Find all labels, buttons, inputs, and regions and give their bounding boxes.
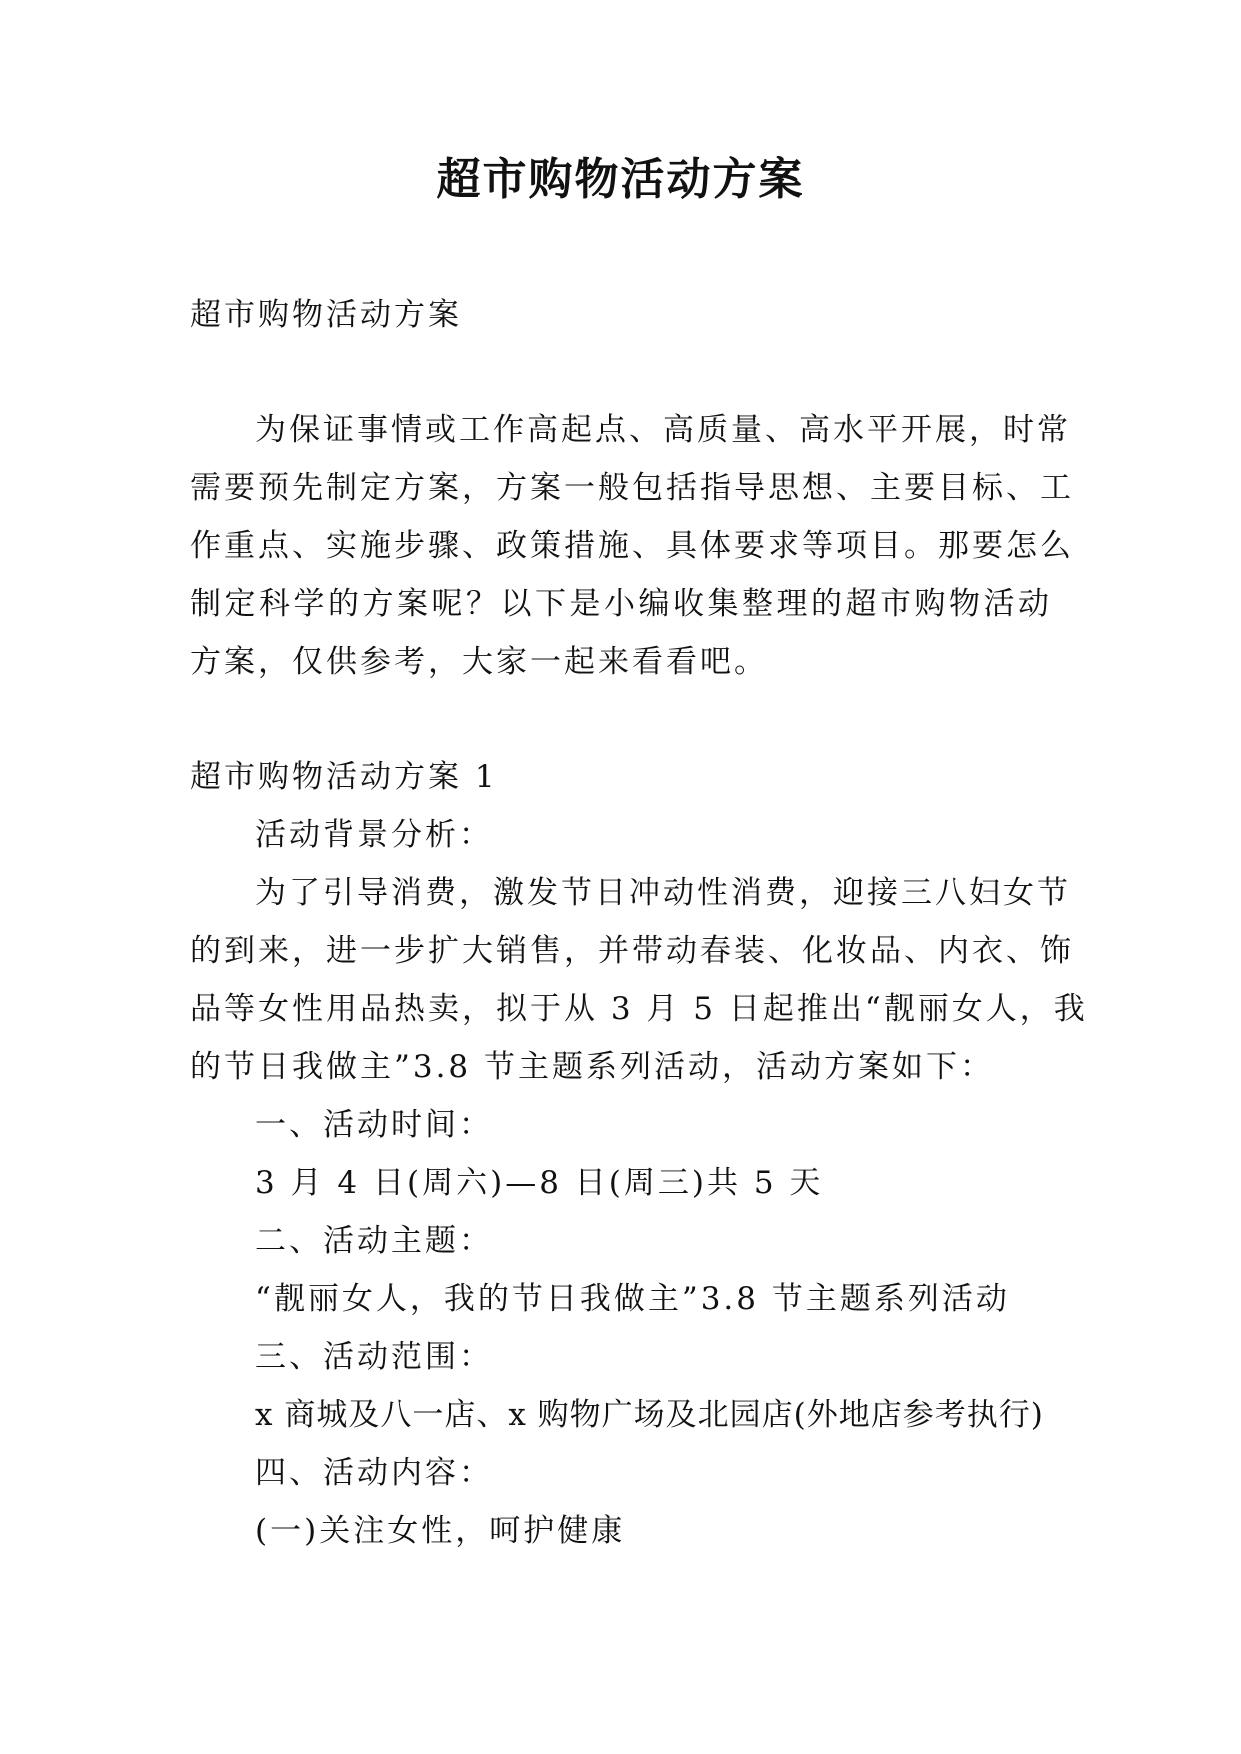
theme-heading: 二、活动主题： xyxy=(255,1223,493,1259)
section-title: 超市购物活动方案 1 xyxy=(190,759,498,795)
theme-value: “靓丽女人，我的节日我做主”3.8 节主题系列活动 xyxy=(255,1281,1010,1317)
intro-line-3: 作重点、实施步骤、政策措施、具体要求等项目。那要怎么 xyxy=(190,528,1074,564)
document-subtitle: 超市购物活动方案 xyxy=(190,297,462,333)
time-value: 3 月 4 日(周六)—8 日(周三)共 5 天 xyxy=(255,1165,824,1201)
intro-line-2: 需要预先制定方案，方案一般包括指导思想、主要目标、工 xyxy=(190,470,1074,506)
intro-line-5: 方案，仅供参考，大家一起来看看吧。 xyxy=(190,644,768,680)
time-heading: 一、活动时间： xyxy=(255,1107,493,1143)
background-line-4: 的节日我做主”3.8 节主题系列活动，活动方案如下： xyxy=(190,1049,995,1085)
intro-line-4: 制定科学的方案呢？以下是小编收集整理的超市购物活动 xyxy=(190,586,1052,622)
background-line-3: 品等女性用品热卖，拟于从 3 月 5 日起推出“靓丽女人，我 xyxy=(190,991,1088,1027)
content-heading: 四、活动内容： xyxy=(255,1455,493,1491)
background-line-1: 为了引导消费，激发节日冲动性消费，迎接三八妇女节 xyxy=(255,875,1071,911)
scope-value: x 商城及八一店、x 购物广场及北园店(外地店参考执行) xyxy=(255,1397,1044,1433)
scope-heading: 三、活动范围： xyxy=(255,1339,493,1375)
document-title: 超市购物活动方案 xyxy=(436,154,805,205)
background-line-2: 的到来，进一步扩大销售，并带动春装、化妆品、内衣、饰 xyxy=(190,933,1074,969)
background-heading: 活动背景分析： xyxy=(255,817,493,853)
intro-line-1: 为保证事情或工作高起点、高质量、高水平开展，时常 xyxy=(255,412,1071,448)
content-item-1: (一)关注女性，呵护健康 xyxy=(255,1513,626,1549)
